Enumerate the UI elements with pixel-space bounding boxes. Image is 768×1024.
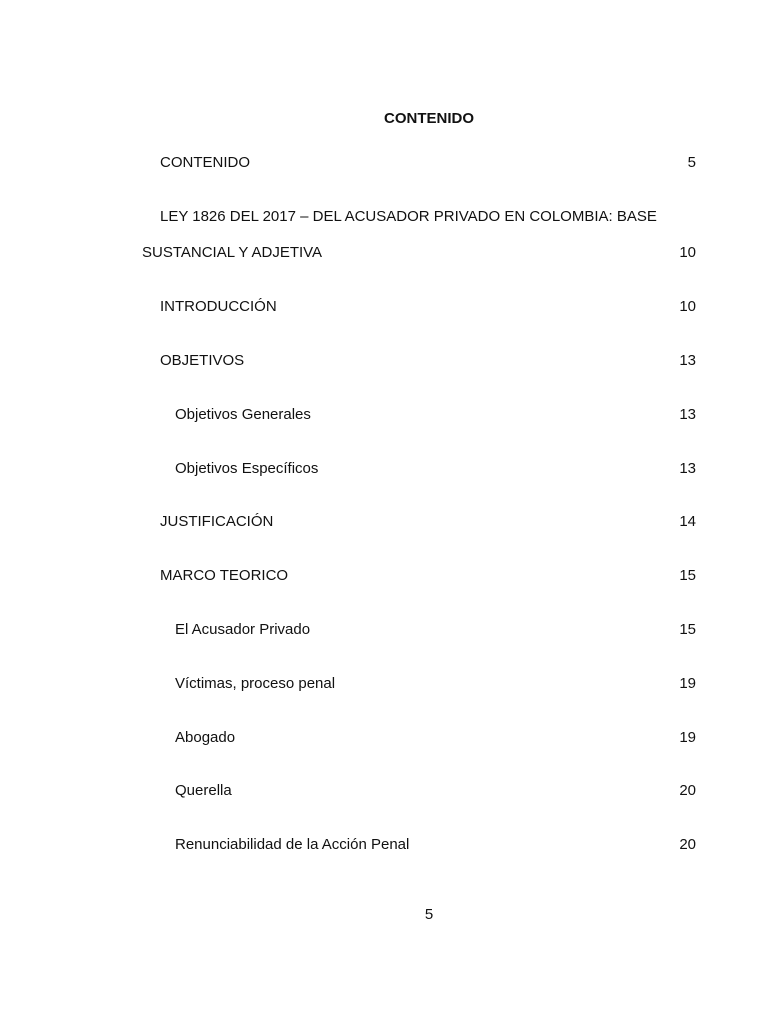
toc-entry-objetivos-especificos[interactable] [0, 459, 768, 479]
toc-entry-page: 13 [679, 460, 696, 477]
toc-entry-justificacion[interactable] [0, 512, 768, 532]
toc-entry-page: 10 [679, 244, 696, 261]
toc-entry-marco-teorico[interactable] [0, 566, 768, 586]
toc-entry-querella[interactable] [0, 781, 768, 801]
toc-entry-text: INTRODUCCIÓN [160, 298, 277, 315]
toc-entry-contenido[interactable] [0, 153, 768, 173]
toc-entry-page: 14 [679, 513, 696, 530]
toc-entry-objetivos[interactable] [0, 351, 768, 371]
toc-entry-text: OBJETIVOS [160, 352, 245, 369]
toc-entry-page: 15 [679, 567, 696, 584]
toc-entry-introduccion[interactable] [0, 297, 768, 317]
toc-entry-page: 20 [679, 836, 696, 853]
toc-entry-text: JUSTIFICACIÓN [160, 513, 274, 530]
toc-entry-ley-1826-line-2[interactable] [0, 243, 768, 263]
toc-entry-text: LEY 1826 DEL 2017 – DEL ACUSADOR PRIVADO EN COLOMBIA: BASE [160, 208, 657, 225]
toc-entry-page: 15 [679, 621, 696, 638]
toc-entry-text: Objetivos Específicos [175, 460, 319, 477]
toc-entry-text: Objetivos Generales [175, 406, 311, 423]
toc-entry-page: 13 [679, 352, 696, 369]
toc-entry-text: CONTENIDO [160, 154, 250, 171]
toc-entry-text: Abogado [175, 729, 236, 746]
toc-entry-acusador-privado[interactable] [0, 620, 768, 640]
page-number: 5 [424, 906, 434, 923]
toc-entry-page: 13 [679, 406, 696, 423]
toc-entry-text: Querella [175, 782, 232, 799]
toc-entry-text: El Acusador Privado [175, 621, 311, 638]
toc-entry-ley-1826-line-1[interactable] [0, 207, 768, 227]
toc-entry-page: 5 [687, 154, 696, 171]
toc-entry-page: 10 [679, 298, 696, 315]
toc-entry-victimas-proceso-penal[interactable] [0, 674, 768, 694]
toc-entry-objetivos-generales[interactable] [0, 405, 768, 425]
toc-entry-text: MARCO TEORICO [160, 567, 289, 584]
toc-entry-page: 19 [679, 675, 696, 692]
toc-entry-text: SUSTANCIAL Y ADJETIVA [142, 244, 323, 261]
toc-entry-renunciabilidad-accion-penal[interactable] [0, 835, 768, 855]
toc-entry-page: 19 [679, 729, 696, 746]
toc-entry-abogado[interactable] [0, 728, 768, 748]
toc-entry-text: Víctimas, proceso penal [175, 675, 336, 692]
toc-heading: CONTENIDO [384, 110, 474, 127]
toc-entry-text: Renunciabilidad de la Acción Penal [175, 836, 410, 853]
toc-entry-page: 20 [679, 782, 696, 799]
